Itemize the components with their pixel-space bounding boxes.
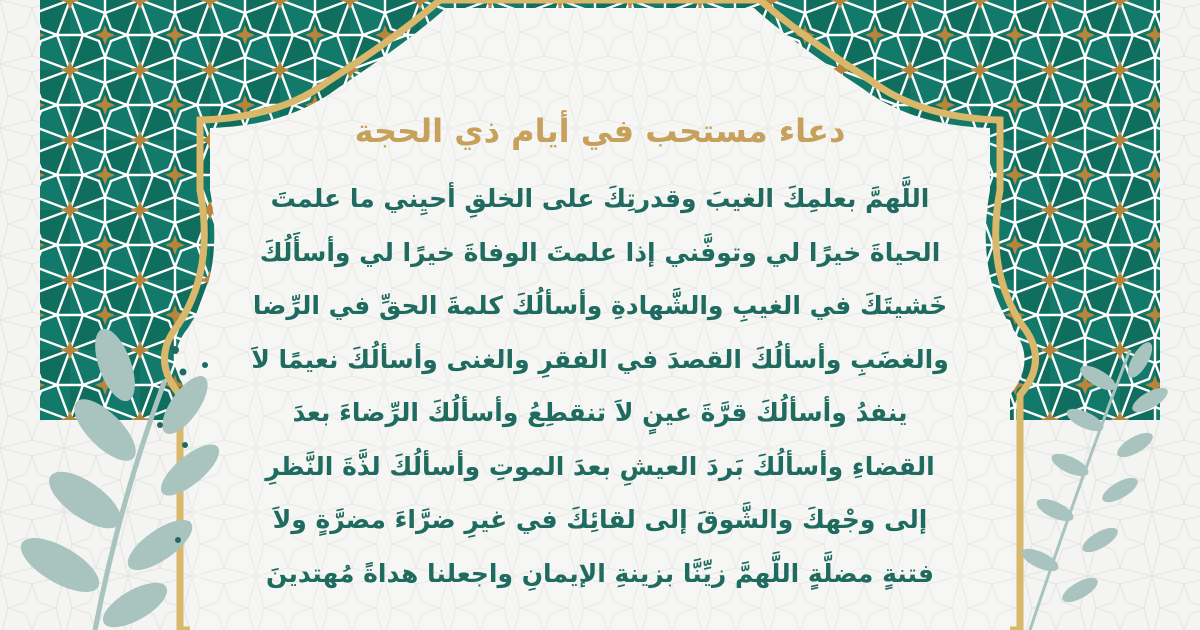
prayer-card (220, 100, 980, 600)
prayer-line: خَشيتَكَ في الغيبِ والشَّهادةِ وأسألُكَ كلمةَ الحقِّ في الرِّضا (252, 291, 948, 320)
prayer-line: القضاءِ وأسألُكَ بَردَ العيشِ بعدَ الموتِ وأسألُكَ لذَّةَ النَّظرِ (265, 451, 935, 481)
prayer-line: فتنةٍ مضلَّةٍ اللَّهمَّ زيِّنَّا بزينةِ الإيمانِ واجعلنا هداةً مُهتدينَ (265, 558, 935, 588)
prayer-line: إلى وجْهكَ والشَّوقَ إلى لقائِكَ في غيرِ ضرَّاءَ مضرَّةٍ ولاَ (272, 505, 928, 534)
prayer-line: والغضَبِ وأسألُكَ القصدَ في الفقرِ والغنى وأسألُكَ نعيمًا لاَ (251, 344, 949, 374)
prayer-text (220, 172, 980, 600)
prayer-line: اللَّهمَّ بعلمِكَ الغيبَ وقدرتِكَ على الخلقِ أحيِني ما علمتَ (270, 184, 930, 213)
page-title: دعاء مستحب في أيام ذي الحجة (354, 112, 846, 150)
prayer-line: الحياةَ خيرًا لي وتوفَّني إذا علمتَ الوفاةَ خيرًا لي وأسأَلُكَ (259, 237, 941, 267)
prayer-line: ينفدُ وأسألُكَ قرَّةَ عينٍ لاَ تنقطِعُ وأسألُكَ الرِّضاءَ بعدَ (292, 398, 908, 427)
